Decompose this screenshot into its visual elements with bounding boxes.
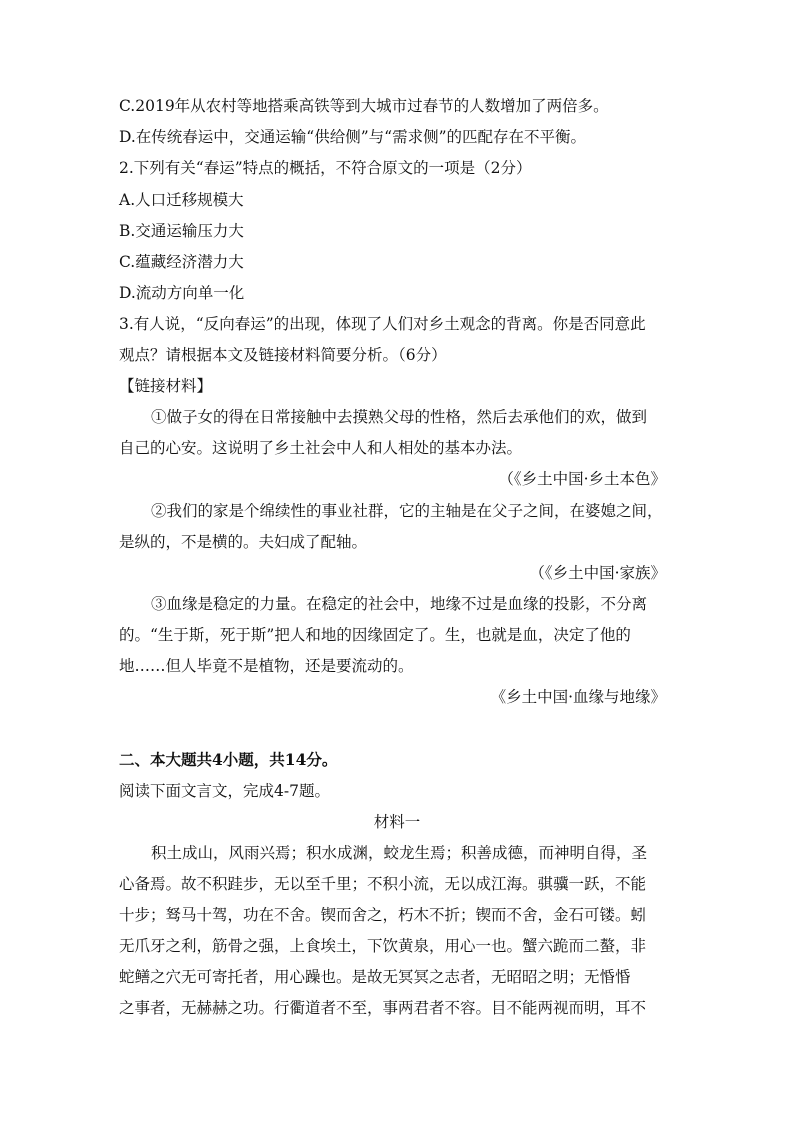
passage-line1: 积土成山，风雨兴焉；积水成渊，蛟龙生焉；积善成德，而神明自得，圣 xyxy=(151,844,648,862)
passage-line6: 之事者，无赫赫之功。行衢道者不至，事两君者不容。目不能两视而明，耳不 xyxy=(119,999,647,1017)
material3-line3: 地……但人毕竟不是植物，还是要流动的。 xyxy=(119,657,414,675)
material3-line2: 的。“生于斯，死于斯”把人和地的因缘固定了。生，也就是血，决定了他的 xyxy=(119,626,631,644)
q1-option-d: D.在传统春运中，交通运输“供给侧”与“需求侧”的匹配存在不平衡。 xyxy=(119,128,587,146)
material1-source: （《乡土中国·乡土本色》 xyxy=(498,470,666,488)
q3-stem-line1: 3.有人说，“反向春运”的出现，体现了人们对乡土观念的背离。你是否同意此 xyxy=(119,315,646,333)
q2-option-d: D.流动方向单一化 xyxy=(119,284,245,302)
q3-stem-line2: 观点？请根据本文及链接材料简要分析。（6分） xyxy=(119,346,447,364)
q1-option-c: C.2019年从农村等地搭乘高铁等到大城市过春节的人数增加了两倍多。 xyxy=(119,97,609,115)
material-title: 材料一 xyxy=(373,813,421,831)
q2-stem: 2.下列有关“春运”特点的概括，不符合原文的一项是（2分） xyxy=(119,159,532,177)
q2-option-c: C.蕴藏经济潜力大 xyxy=(119,253,244,271)
q2-option-b: B.交通运输压力大 xyxy=(119,222,244,240)
material3-line1: ③血缘是稳定的力量。在稳定的社会中，地缘不过是血缘的投影，不分离 xyxy=(151,595,648,613)
material2-source: （《乡土中国·家族》 xyxy=(529,564,666,582)
link-material-heading: 【链接材料】 xyxy=(119,377,213,395)
passage-line2: 心备焉。故不积跬步，无以至千里；不积小流，无以成江海。骐骥一跃，不能 xyxy=(119,875,647,893)
material1-line2: 自己的心安。这说明了乡土社会中人和人相处的基本办法。 xyxy=(119,439,523,457)
section2-heading: 二、本大题共4小题，共14分。 xyxy=(119,750,338,769)
q2-option-a: A.人口迁移规模大 xyxy=(119,191,244,209)
passage-line4: 无爪牙之利，筋骨之强，上食埃土，下饮黄泉，用心一也。蟹六跪而二螯，非 xyxy=(119,937,647,955)
passage-line5: 蛇鳝之穴无可寄托者，用心躁也。是故无冥冥之志者，无昭昭之明；无惛惛 xyxy=(119,968,631,986)
section2-instruction: 阅读下面文言文，完成4-7题。 xyxy=(119,782,330,800)
material3-source: 《乡土中国·血缘与地缘》 xyxy=(490,688,666,706)
passage-line3: 十步；驽马十驾，功在不舍。锲而舍之，朽木不折；锲而不舍，金石可镂。蚓 xyxy=(119,906,647,924)
material2-line1: ②我们的家是个绵续性的事业社群，它的主轴是在父子之间，在婆媳之间， xyxy=(151,502,663,520)
material1-line1: ①做子女的得在日常接触中去摸熟父母的性格，然后去承他们的欢，做到 xyxy=(151,408,648,426)
material2-line2: 是纵的，不是横的。夫妇成了配轴。 xyxy=(119,533,368,551)
